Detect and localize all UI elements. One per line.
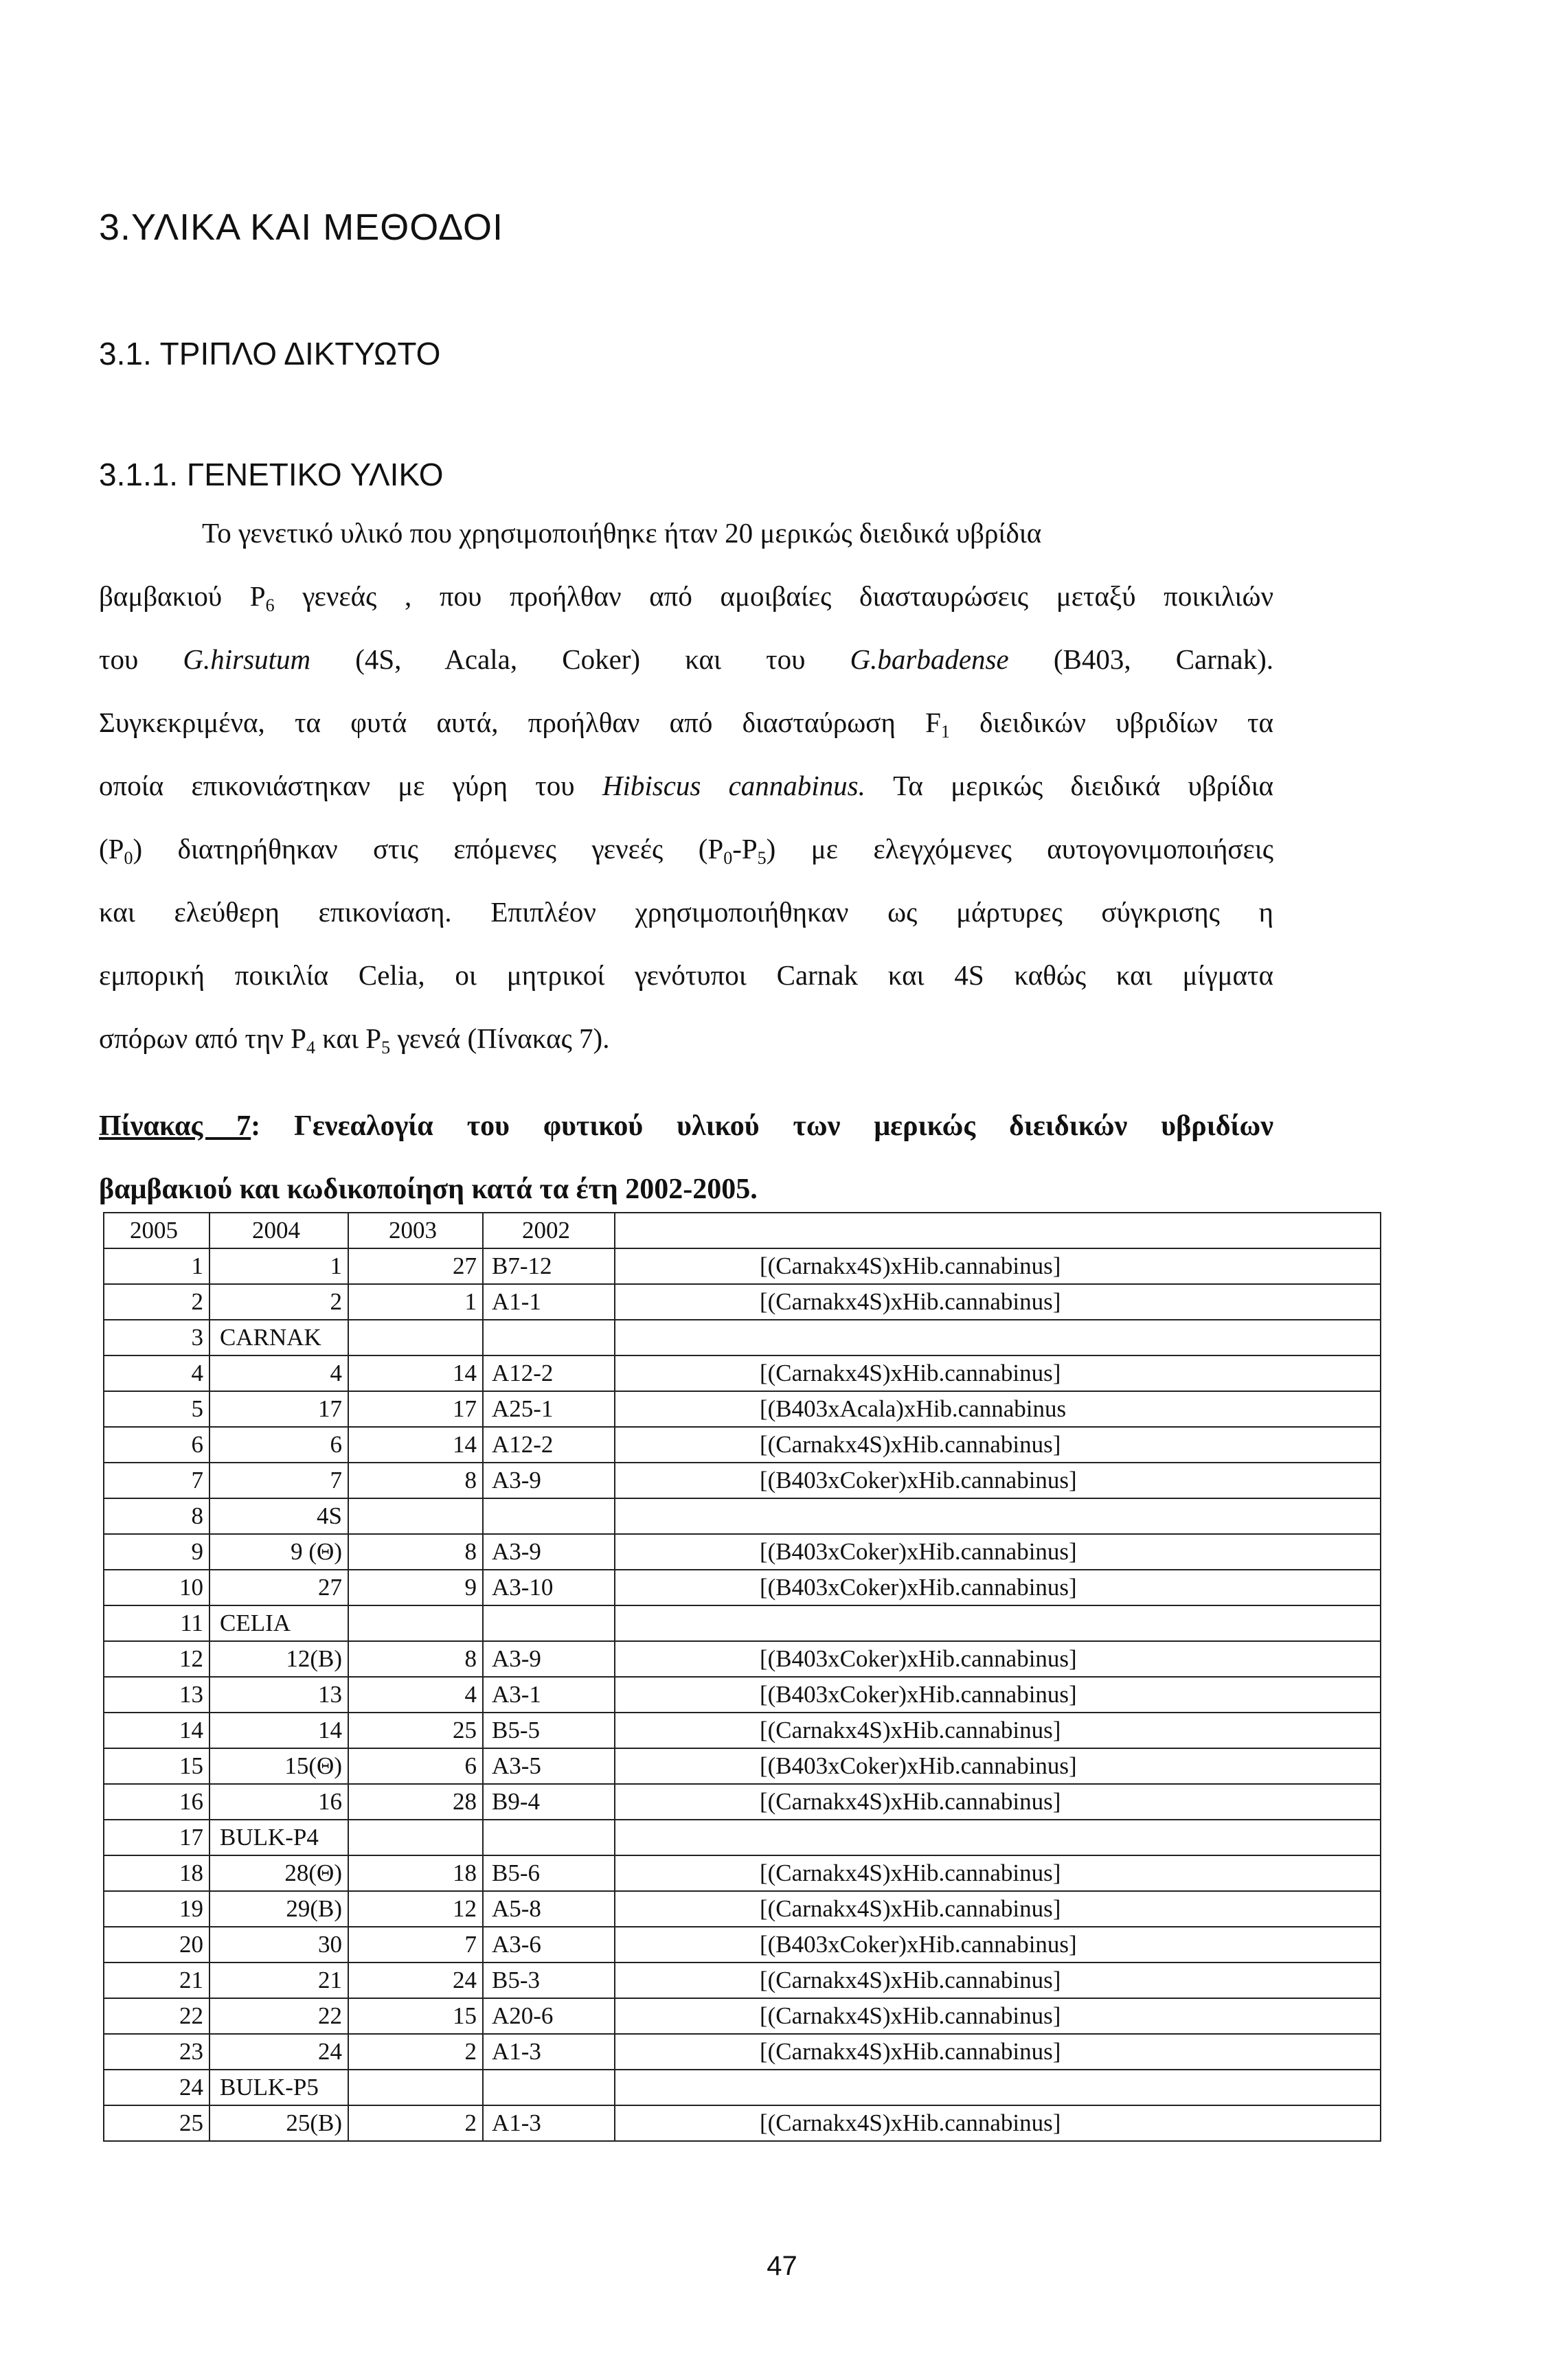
- code-2003: [348, 1498, 483, 1534]
- code-2002: A20-6: [483, 1998, 615, 2034]
- table-row: [104, 1534, 1381, 1570]
- code-2004: 27: [209, 1570, 348, 1605]
- code-2003: 9: [348, 1570, 483, 1605]
- code-2004: 9 (Θ): [209, 1534, 348, 1570]
- code-2004: 22: [209, 1998, 348, 2034]
- code-2002: [483, 1320, 615, 1355]
- code-2002: A3-10: [483, 1570, 615, 1605]
- code-2004: CELIA: [209, 1605, 348, 1641]
- paragraph-line-4: Συγκεκριμένα, τα φυτά αυτά, προήλθαν από διασταύρωση $F_1$ διειδικών υβριδίων τα: [99, 707, 1273, 742]
- code-2002: A3-6: [483, 1927, 615, 1963]
- code-2003: 14: [348, 1355, 483, 1391]
- code-2005: 21: [104, 1963, 209, 1998]
- code-2004: 14: [209, 1713, 348, 1748]
- table-row: [104, 1463, 1381, 1498]
- table-row: [104, 1391, 1381, 1427]
- section-heading: 3.ΥΛΙΚΑ ΚΑΙ ΜΕΘΟΔΟΙ: [99, 207, 504, 248]
- code-2004: 16: [209, 1784, 348, 1820]
- code-2003: [348, 1320, 483, 1355]
- code-2004: 4S: [209, 1498, 348, 1534]
- cross-pedigree: [(Carnakx4S)xHib.cannabinus]: [615, 1784, 1381, 1820]
- code-2005: 11: [104, 1605, 209, 1641]
- code-2005: 3: [104, 1320, 209, 1355]
- cross-pedigree: [(B403xCoker)xHib.cannabinus]: [615, 1463, 1381, 1498]
- code-2003: 25: [348, 1713, 483, 1748]
- paragraph-line-1: Το γενετικό υλικό που χρησιμοποιήθηκε ήταν 20 μερικώς διειδικά υβρίδια: [202, 517, 1042, 549]
- header-2003: 2003: [348, 1213, 483, 1248]
- code-2005: 6: [104, 1427, 209, 1463]
- code-2005: 25: [104, 2105, 209, 2141]
- code-2004: 28(Θ): [209, 1855, 348, 1891]
- code-2004: 7: [209, 1463, 348, 1498]
- table-row: [104, 1284, 1381, 1320]
- code-2004: 29(B): [209, 1891, 348, 1927]
- table-row: [104, 1963, 1381, 1998]
- code-2003: 18: [348, 1855, 483, 1891]
- code-2005: 19: [104, 1891, 209, 1927]
- cross-pedigree: [(Carnakx4S)xHib.cannabinus]: [615, 1355, 1381, 1391]
- code-2003: 27: [348, 1248, 483, 1284]
- code-2002: A3-9: [483, 1463, 615, 1498]
- table-row: [104, 1248, 1381, 1284]
- code-2003: 28: [348, 1784, 483, 1820]
- code-2003: 8: [348, 1641, 483, 1677]
- code-2002: B5-5: [483, 1713, 615, 1748]
- header-2002: 2002: [483, 1213, 615, 1248]
- code-2005: 5: [104, 1391, 209, 1427]
- table-row: [104, 1855, 1381, 1891]
- code-2003: [348, 2070, 483, 2105]
- cross-pedigree: [(B403xCoker)xHib.cannabinus]: [615, 1677, 1381, 1713]
- code-2003: 2: [348, 2034, 483, 2070]
- cross-pedigree: [(Carnakx4S)xHib.cannabinus]: [615, 2105, 1381, 2141]
- cross-pedigree: [(Carnakx4S)xHib.cannabinus]: [615, 1713, 1381, 1748]
- cross-pedigree: [(B403xCoker)xHib.cannabinus]: [615, 1534, 1381, 1570]
- code-2004: 25(B): [209, 2105, 348, 2141]
- cross-pedigree: [(Carnakx4S)xHib.cannabinus]: [615, 1963, 1381, 1998]
- code-2005: 14: [104, 1713, 209, 1748]
- code-2004: 24: [209, 2034, 348, 2070]
- table-row: [104, 1355, 1381, 1391]
- code-2002: A3-5: [483, 1748, 615, 1784]
- code-2004: 2: [209, 1284, 348, 1320]
- code-2003: 1: [348, 1284, 483, 1320]
- table-row: [104, 1498, 1381, 1534]
- code-2005: 10: [104, 1570, 209, 1605]
- cross-pedigree: [(Carnakx4S)xHib.cannabinus]: [615, 1427, 1381, 1463]
- cross-pedigree: [(B403xCoker)xHib.cannabinus]: [615, 1570, 1381, 1605]
- header-2004: 2004: [209, 1213, 348, 1248]
- table-header-row: [104, 1213, 1381, 1248]
- code-2002: [483, 1605, 615, 1641]
- code-2002: B5-6: [483, 1855, 615, 1891]
- table-row: [104, 2034, 1381, 2070]
- code-2002: A12-2: [483, 1427, 615, 1463]
- code-2003: 4: [348, 1677, 483, 1713]
- code-2002: A3-9: [483, 1534, 615, 1570]
- code-2002: B7-12: [483, 1248, 615, 1284]
- paragraph-line-3: του G.hirsutum (4S, Acala, Coker) και του G.barbadense (B403, Carnak).: [99, 643, 1273, 675]
- code-2005: 24: [104, 2070, 209, 2105]
- code-2002: A1-3: [483, 2105, 615, 2141]
- table-row: [104, 1570, 1381, 1605]
- table-caption: [99, 1095, 1273, 1221]
- table-row: [104, 2070, 1381, 2105]
- code-2005: 1: [104, 1248, 209, 1284]
- table-row: [104, 1998, 1381, 2034]
- cross-pedigree: [615, 2070, 1381, 2105]
- paragraph-line-8: εμπορική ποικιλία Celia, οι μητρικοί γενότυποι Carnak και 4S καθώς και μίγματα: [99, 959, 1273, 991]
- code-2004: CARNAK: [209, 1320, 348, 1355]
- code-2004: 12(B): [209, 1641, 348, 1677]
- cross-pedigree: [(Carnakx4S)xHib.cannabinus]: [615, 1891, 1381, 1927]
- code-2005: 20: [104, 1927, 209, 1963]
- code-2003: 14: [348, 1427, 483, 1463]
- paragraph-line-7: και ελεύθερη επικονίαση. Επιπλέον χρησιμοποιήθηκαν ως μάρτυρες σύγκρισης η: [99, 896, 1273, 928]
- code-2005: 16: [104, 1784, 209, 1820]
- code-2004: 21: [209, 1963, 348, 1998]
- code-2005: 23: [104, 2034, 209, 2070]
- code-2004: 1: [209, 1248, 348, 1284]
- code-2002: B9-4: [483, 1784, 615, 1820]
- code-2002: B5-3: [483, 1963, 615, 1998]
- header-2005: 2005: [104, 1213, 209, 1248]
- cross-pedigree: [(B403xCoker)xHib.cannabinus]: [615, 1748, 1381, 1784]
- code-2004: 30: [209, 1927, 348, 1963]
- cross-pedigree: [615, 1320, 1381, 1355]
- code-2002: A3-1: [483, 1677, 615, 1713]
- paragraph-line-9: σπόρων από την $P_4$ και $P_5$ γενεά (Πίνακας 7).: [99, 1022, 610, 1057]
- code-2003: 8: [348, 1463, 483, 1498]
- table-row: [104, 1820, 1381, 1855]
- table-row: [104, 1320, 1381, 1355]
- paragraph-line-2: βαμβακιού $P_6$ γενεάς , που προήλθαν από αμοιβαίες διασταυρώσεις μεταξύ ποικιλιών: [99, 580, 1273, 615]
- code-2005: 12: [104, 1641, 209, 1677]
- code-2003: [348, 1605, 483, 1641]
- code-2003: 12: [348, 1891, 483, 1927]
- table-row: [104, 1677, 1381, 1713]
- code-2004: 17: [209, 1391, 348, 1427]
- cross-pedigree: [615, 1820, 1381, 1855]
- table-row: [104, 1784, 1381, 1820]
- code-2005: 4: [104, 1355, 209, 1391]
- code-2003: 15: [348, 1998, 483, 2034]
- table-row: [104, 1713, 1381, 1748]
- code-2005: 9: [104, 1534, 209, 1570]
- code-2003: 2: [348, 2105, 483, 2141]
- subsubsection-heading: 3.1.1. ΓΕΝΕΤΙΚΟ ΥΛΙΚΟ: [99, 457, 444, 492]
- code-2003: 24: [348, 1963, 483, 1998]
- code-2002: A12-2: [483, 1355, 615, 1391]
- table-row: [104, 1641, 1381, 1677]
- caption-label: Πίνακας 7: [99, 1110, 251, 1142]
- caption-line-1: Πίνακας 7: Γενεαλογία του φυτικού υλικού των μερικώς διειδικών υβριδίων: [99, 1110, 1273, 1142]
- cross-pedigree: [(B403xCoker)xHib.cannabinus]: [615, 1927, 1381, 1963]
- table-row: [104, 1427, 1381, 1463]
- cross-pedigree: [615, 1498, 1381, 1534]
- code-2003: 6: [348, 1748, 483, 1784]
- code-2005: 18: [104, 1855, 209, 1891]
- cross-pedigree: [(Carnakx4S)xHib.cannabinus]: [615, 1998, 1381, 2034]
- code-2003: 7: [348, 1927, 483, 1963]
- table-row: [104, 1891, 1381, 1927]
- genealogy-table: [103, 1212, 1381, 2142]
- code-2002: A3-9: [483, 1641, 615, 1677]
- code-2002: A1-3: [483, 2034, 615, 2070]
- code-2005: 13: [104, 1677, 209, 1713]
- code-2002: A1-1: [483, 1284, 615, 1320]
- cross-pedigree: [(Carnakx4S)xHib.cannabinus]: [615, 1248, 1381, 1284]
- code-2003: 17: [348, 1391, 483, 1427]
- code-2005: 8: [104, 1498, 209, 1534]
- header-cross: [615, 1213, 1381, 1248]
- code-2004: BULK-P5: [209, 2070, 348, 2105]
- cross-pedigree: [(Carnakx4S)xHib.cannabinus]: [615, 2034, 1381, 2070]
- cross-pedigree: [(B403xCoker)xHib.cannabinus]: [615, 1641, 1381, 1677]
- table-row: [104, 1927, 1381, 1963]
- subsection-heading: 3.1. ΤΡΙΠΛΟ ΔΙΚΤΥΩΤΟ: [99, 336, 441, 371]
- code-2004: 13: [209, 1677, 348, 1713]
- code-2004: BULK-P4: [209, 1820, 348, 1855]
- code-2002: [483, 1498, 615, 1534]
- code-2002: [483, 1820, 615, 1855]
- body-paragraph: [99, 501, 1273, 1070]
- code-2004: 4: [209, 1355, 348, 1391]
- table-row: [104, 1605, 1381, 1641]
- cross-pedigree: [(B403xAcala)xHib.cannabinus: [615, 1391, 1381, 1427]
- cross-pedigree: [(Carnakx4S)xHib.cannabinus]: [615, 1284, 1381, 1320]
- code-2005: 15: [104, 1748, 209, 1784]
- caption-line-2: βαμβακιού και κωδικοποίηση κατά τα έτη 2002-2005.: [99, 1174, 758, 1205]
- page-number: 47: [767, 2251, 797, 2281]
- cross-pedigree: [(Carnakx4S)xHib.cannabinus]: [615, 1855, 1381, 1891]
- paragraph-line-5: οποία επικονιάστηκαν με γύρη του Hibiscus cannabinus. Τα μερικώς διειδικά υβρίδια: [99, 770, 1274, 801]
- code-2002: A5-8: [483, 1891, 615, 1927]
- code-2002: [483, 2070, 615, 2105]
- table-row: [104, 1748, 1381, 1784]
- code-2002: A25-1: [483, 1391, 615, 1427]
- code-2005: 22: [104, 1998, 209, 2034]
- paragraph-line-6: $(P_0)$ διατηρήθηκαν στις επόμενες γενεές $(P_0-P_5)$ με ελεγχόμενες αυτογονιμοποιήσεις: [99, 833, 1273, 868]
- code-2003: 8: [348, 1534, 483, 1570]
- code-2005: 17: [104, 1820, 209, 1855]
- code-2003: [348, 1820, 483, 1855]
- code-2005: 7: [104, 1463, 209, 1498]
- code-2004: 15(Θ): [209, 1748, 348, 1784]
- table-row: [104, 2105, 1381, 2141]
- cross-pedigree: [615, 1605, 1381, 1641]
- code-2004: 6: [209, 1427, 348, 1463]
- code-2005: 2: [104, 1284, 209, 1320]
